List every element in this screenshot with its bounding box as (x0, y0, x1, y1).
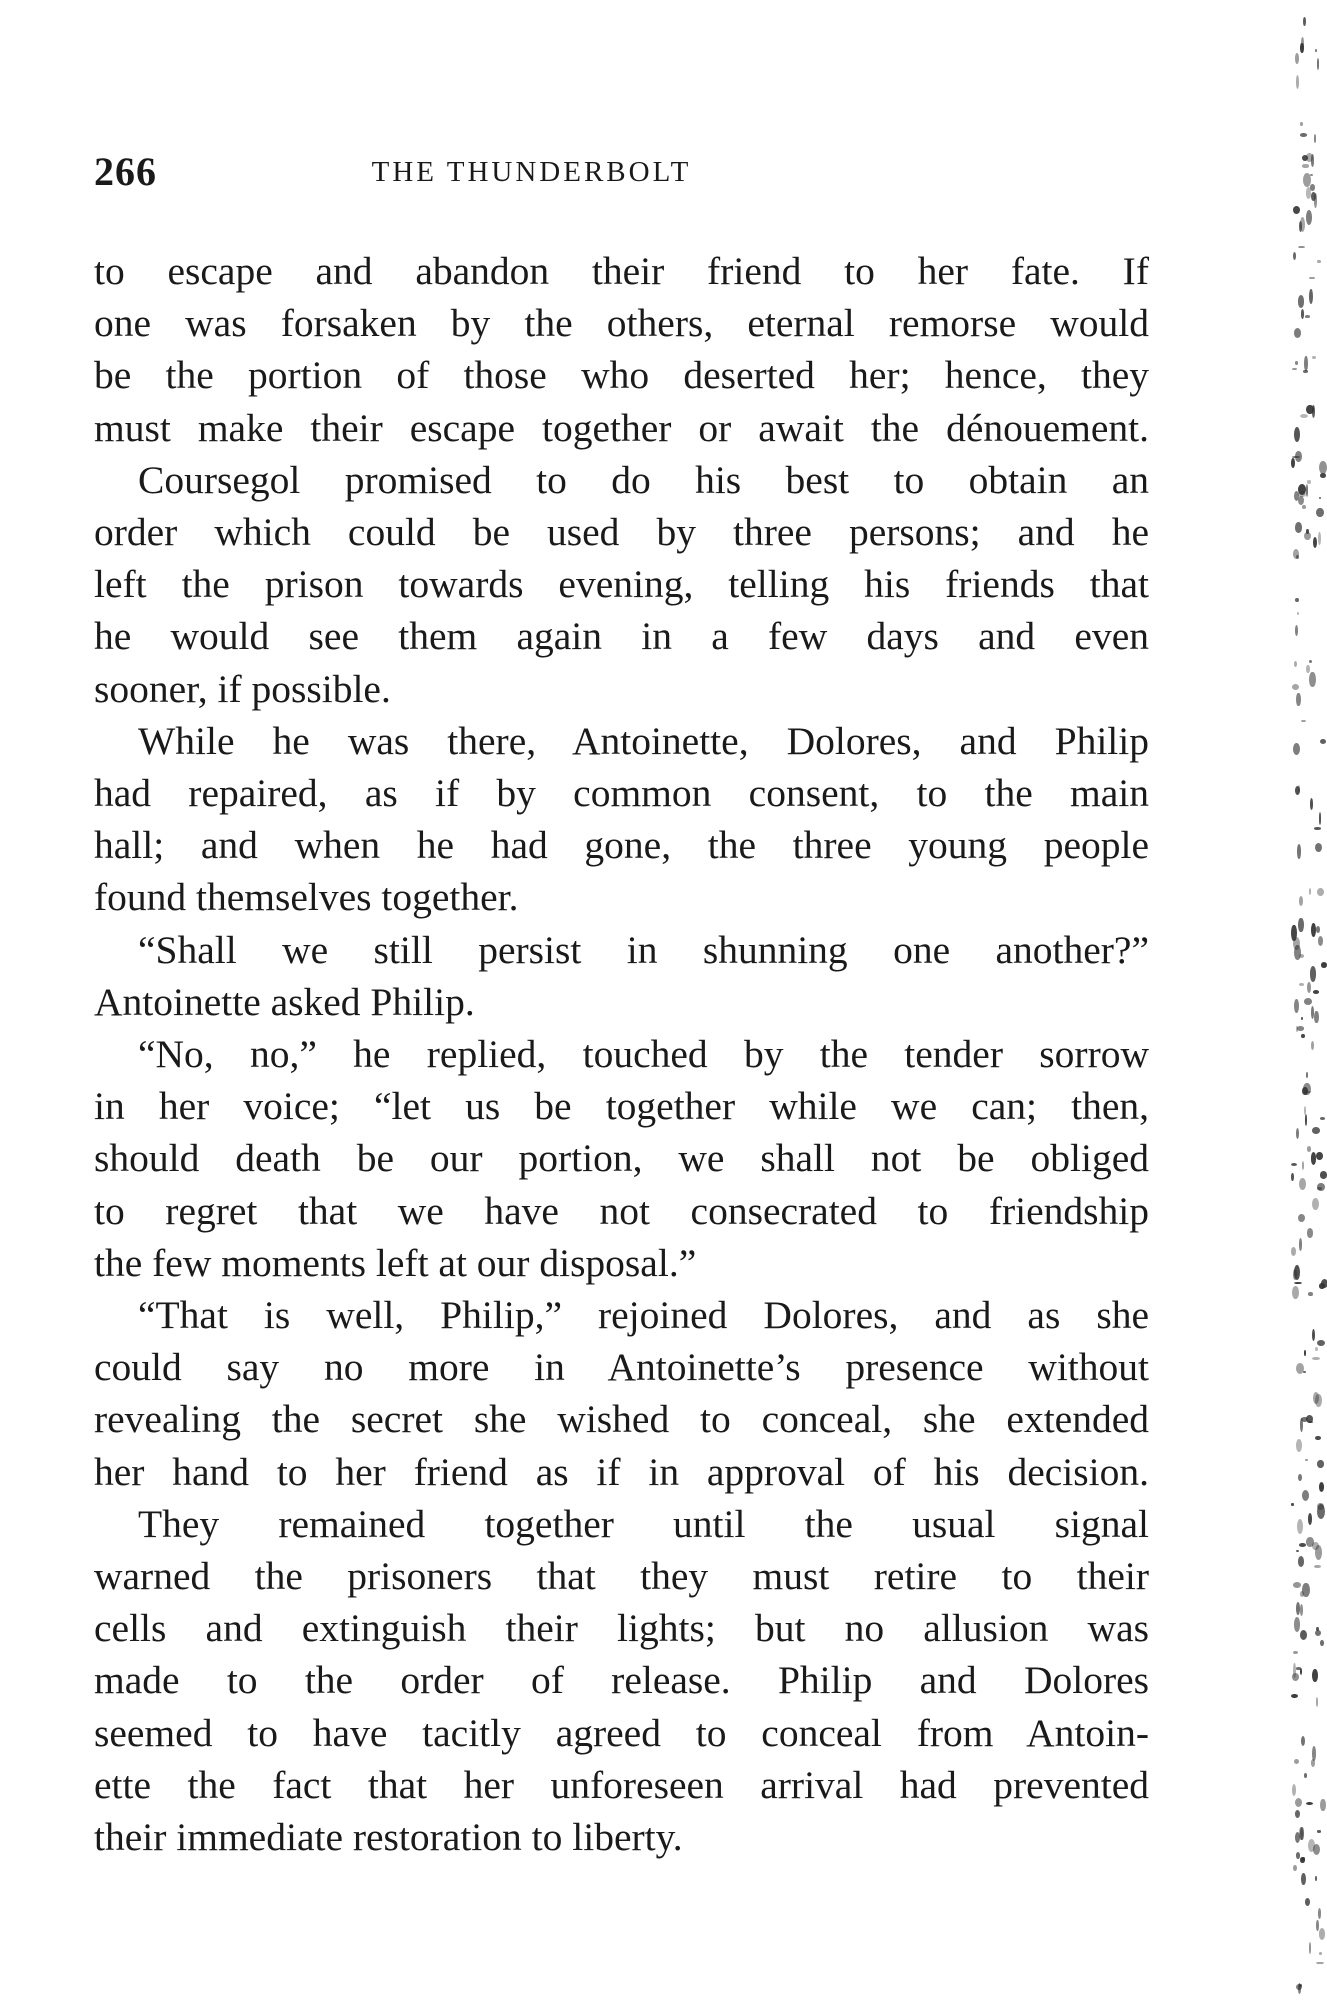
text-line: Antoinette asked Philip. (94, 979, 475, 1024)
edge-speck (1291, 1247, 1296, 1255)
text-line: made to the order of release. Philip and Dolores (94, 1658, 1149, 1703)
text-line: Coursegol promised to do his best to obtain an (138, 457, 1149, 502)
edge-speck (1300, 414, 1308, 418)
edge-speck (1292, 368, 1298, 370)
edge-speck (1311, 1152, 1317, 1164)
edge-speck (1315, 1876, 1318, 1881)
edge-speck (1295, 625, 1298, 636)
text-line: While he was there, Antoinette, Dolores, and Philip (138, 718, 1149, 763)
edge-speck (1309, 1942, 1312, 1954)
text-line: “No, no,” he replied, touched by the tender sorrow (138, 1032, 1149, 1077)
edge-speck (1291, 458, 1295, 468)
text-line: in her voice; “let us be together while we can; then, (94, 1084, 1149, 1129)
text-line: to escape and abandon their friend to her fate. If (94, 249, 1149, 293)
edge-speck (1294, 328, 1301, 338)
text-line: could say no more in Antoinette’s presence without (94, 1345, 1149, 1390)
edge-speck (1300, 1604, 1303, 1615)
edge-speck (1302, 505, 1306, 509)
text-line: her hand to her friend as if in approval of his decision. (94, 1449, 1149, 1494)
edge-speck (1312, 356, 1316, 359)
edge-speck (1298, 1214, 1305, 1223)
edge-speck (1308, 1421, 1313, 1423)
edge-speck (1304, 1773, 1307, 1778)
edge-speck (1305, 1898, 1310, 1906)
edge-speck (1318, 532, 1321, 545)
edge-speck (1315, 1630, 1321, 1636)
text-line: They remained together until the usual signal (138, 1501, 1149, 1546)
edge-speck (1297, 844, 1302, 859)
edge-speck (1306, 1072, 1308, 1078)
edge-speck (1293, 206, 1300, 214)
edge-speck (1307, 982, 1311, 993)
edge-speck (1306, 484, 1308, 497)
edge-speck (1291, 1503, 1294, 1507)
edge-speck (1306, 1802, 1314, 1805)
edge-speck (1317, 260, 1320, 263)
edge-speck (1294, 999, 1299, 1013)
text-line: “Shall we still persist in shunning one another?” (138, 927, 1149, 972)
edge-speck (1313, 537, 1317, 549)
edge-speck (1301, 1736, 1305, 1746)
edge-speck (1300, 122, 1303, 127)
text-line: their immediate restoration to liberty. (94, 1815, 683, 1860)
edge-speck (1310, 184, 1316, 191)
edge-speck (1296, 1550, 1299, 1552)
edge-speck (1299, 896, 1304, 907)
edge-speck (1320, 739, 1326, 744)
edge-speck (1320, 473, 1326, 478)
edge-speck (1318, 936, 1323, 946)
edge-speck (1316, 926, 1320, 932)
page-header (94, 148, 1149, 198)
edge-speck (1295, 786, 1300, 796)
edge-speck (1300, 133, 1307, 137)
edge-speck (1305, 1114, 1307, 1126)
text-line: “That is well, Philip,” rejoined Dolores, and as she (138, 1293, 1149, 1338)
edge-speck (1303, 1083, 1311, 1096)
edge-speck (1291, 1173, 1294, 1181)
edge-speck (1304, 1350, 1307, 1356)
edge-speck (1316, 1697, 1318, 1707)
edge-speck (1316, 1152, 1323, 1161)
edge-speck (1307, 480, 1311, 483)
edge-speck (1317, 888, 1325, 896)
edge-speck (1309, 672, 1315, 687)
edge-speck (1297, 1519, 1303, 1534)
edge-speck (1296, 1852, 1300, 1858)
edge-speck (1295, 1798, 1302, 1807)
edge-speck (1294, 1759, 1299, 1764)
edge-speck (1297, 612, 1299, 615)
edge-speck (1312, 1357, 1319, 1361)
edge-speck (1306, 405, 1313, 414)
edge-speck (1295, 598, 1299, 602)
edge-speck (1310, 966, 1317, 982)
text-line: must make their escape together or await the dénouement. (94, 405, 1149, 450)
page-number: 266 (94, 149, 157, 194)
edge-speck (1306, 153, 1313, 162)
edge-speck (1315, 1347, 1318, 1351)
edge-speck (1311, 1041, 1314, 1050)
edge-speck (1317, 1830, 1322, 1832)
edge-speck (1293, 1865, 1297, 1872)
edge-speck (1314, 193, 1318, 208)
edge-speck (1312, 1198, 1319, 1210)
edge-speck (1296, 75, 1299, 89)
edge-speck (1293, 252, 1296, 261)
text-line: sooner, if possible. (94, 666, 391, 711)
edge-speck (1296, 1667, 1301, 1669)
edge-speck (1294, 1617, 1301, 1632)
edge-speck (1294, 1282, 1302, 1284)
text-line: to regret that we have not consecrated to friendship (94, 1188, 1149, 1233)
edge-speck (1320, 1640, 1324, 1647)
edge-speck (1317, 1503, 1323, 1510)
edge-speck (1315, 49, 1318, 51)
edge-speck (1299, 221, 1302, 232)
edge-speck (1308, 1513, 1312, 1524)
edge-speck (1309, 277, 1315, 279)
edge-speck (1307, 1146, 1311, 1151)
scanned-page-edge (1279, 0, 1327, 2013)
text-line: should death be our portion, we shall not be obliged (94, 1136, 1149, 1181)
edge-speck (1293, 1651, 1299, 1654)
edge-speck (1305, 315, 1310, 318)
edge-speck (1319, 461, 1327, 474)
edge-speck (1319, 1482, 1324, 1492)
edge-speck (1317, 1183, 1325, 1191)
edge-speck (1306, 665, 1310, 673)
edge-speck (1303, 17, 1306, 26)
edge-speck (1298, 1556, 1304, 1567)
edge-speck (1312, 1669, 1318, 1682)
text-line: he would see them again in a few days and even (94, 614, 1149, 659)
edge-speck (1294, 427, 1300, 442)
edge-speck (1299, 1178, 1306, 1190)
edge-speck (1300, 1418, 1303, 1432)
edge-speck (1305, 1459, 1309, 1461)
body-text (94, 245, 1149, 1863)
text-line: found themselves together. (94, 875, 519, 920)
edge-speck (1304, 998, 1312, 1005)
edge-speck (1309, 289, 1313, 304)
edge-speck (1314, 134, 1317, 142)
edge-speck (1295, 522, 1302, 532)
edge-speck (1316, 1920, 1318, 1930)
edge-speck (1315, 1545, 1322, 1559)
edge-speck (1294, 661, 1297, 668)
edge-speck (1291, 1163, 1297, 1166)
edge-speck (1298, 918, 1303, 932)
edge-speck (1319, 812, 1322, 825)
edge-speck (1293, 1582, 1301, 1588)
edge-speck (1309, 888, 1311, 895)
edge-speck (1317, 1460, 1323, 1468)
edge-speck (1296, 1363, 1304, 1374)
text-line: ette the fact that her unforeseen arrival had prevented (94, 1762, 1149, 1807)
edge-speck (1292, 1673, 1299, 1681)
edge-speck (1294, 1265, 1300, 1280)
edge-speck (1311, 1759, 1315, 1767)
edge-speck (1306, 1537, 1313, 1547)
edge-speck (1293, 743, 1300, 755)
edge-speck (1300, 1630, 1307, 1640)
edge-speck (1301, 1873, 1306, 1885)
edge-speck (1298, 295, 1304, 307)
edge-speck (1291, 1694, 1298, 1698)
edge-speck (1319, 497, 1321, 499)
edge-speck (1296, 1026, 1298, 1031)
edge-speck (1316, 508, 1323, 518)
edge-speck (1321, 962, 1327, 968)
edge-speck (1295, 53, 1299, 64)
text-line: be the portion of those who deserted her; hence, they (94, 353, 1149, 398)
edge-speck (1292, 684, 1299, 690)
edge-speck (1319, 1952, 1322, 1955)
edge-speck (1299, 1543, 1305, 1547)
edge-speck (1296, 693, 1300, 707)
edge-speck (1299, 983, 1304, 986)
edge-speck (1302, 164, 1310, 167)
running-title: THE THUNDERBOLT (371, 156, 692, 188)
edge-speck (1307, 1228, 1313, 1237)
edge-speck (1295, 361, 1299, 365)
edge-speck (1295, 1810, 1300, 1818)
edge-speck (1300, 1857, 1304, 1862)
edge-speck (1306, 210, 1312, 225)
edge-speck (1292, 1286, 1299, 1298)
text-line: cells and extinguish their lights; but no allusion was (94, 1606, 1149, 1651)
edge-speck (1296, 1128, 1299, 1139)
edge-speck (1302, 1583, 1309, 1597)
edge-speck (1315, 843, 1322, 852)
edge-speck (1315, 1436, 1321, 1441)
edge-speck (1301, 37, 1304, 50)
text-line: the few moments left at our disposal.” (94, 1240, 697, 1285)
edge-speck (1314, 827, 1321, 829)
edge-speck (1313, 990, 1319, 994)
edge-speck (1320, 1117, 1325, 1120)
edge-speck (1319, 1283, 1325, 1289)
text-line: seemed to have tacitly agreed to conceal from Antoin- (94, 1710, 1149, 1755)
edge-speck (1317, 1340, 1325, 1346)
edge-speck (1298, 246, 1304, 248)
edge-speck (1301, 309, 1304, 319)
text-line: hall; and when he had gone, the three young people (94, 823, 1149, 868)
edge-speck (1308, 1292, 1313, 1296)
edge-speck (1318, 1908, 1321, 1919)
edge-speck (1320, 1171, 1327, 1179)
edge-speck (1302, 1490, 1309, 1501)
edge-speck (1304, 356, 1308, 371)
edge-speck (1319, 1928, 1326, 1940)
edge-speck (1292, 1784, 1296, 1796)
edge-speck (1316, 1962, 1324, 1964)
edge-speck (1301, 1034, 1305, 1039)
text-line: warned the prisoners that they must retire to their (94, 1554, 1149, 1599)
edge-speck (1312, 1329, 1315, 1341)
text-line: had repaired, as if by common consent, to the main (94, 771, 1149, 816)
edge-speck (1312, 1127, 1320, 1134)
edge-speck (1299, 1238, 1303, 1251)
edge-speck (1296, 1439, 1302, 1451)
edge-speck (1317, 58, 1320, 70)
edge-speck (1301, 720, 1306, 722)
edge-speck (1301, 1017, 1303, 1021)
edge-speck (1314, 1565, 1320, 1569)
text-line: one was forsaken by the others, eternal remorse would (94, 301, 1149, 346)
edge-speck (1313, 1844, 1320, 1856)
edge-speck (1302, 1161, 1304, 1170)
edge-speck (1303, 1371, 1306, 1374)
edge-speck (1314, 1011, 1318, 1024)
edge-speck (1310, 798, 1313, 810)
edge-speck (1309, 660, 1312, 663)
edge-speck (1298, 1474, 1302, 1481)
text-line: order which could be used by three persons; and he (94, 510, 1149, 555)
text-line: left the prison towards evening, telling his friends that (94, 562, 1149, 607)
text-line: revealing the secret she wished to conceal, she extended (94, 1397, 1149, 1442)
edge-speck (1320, 1799, 1325, 1812)
